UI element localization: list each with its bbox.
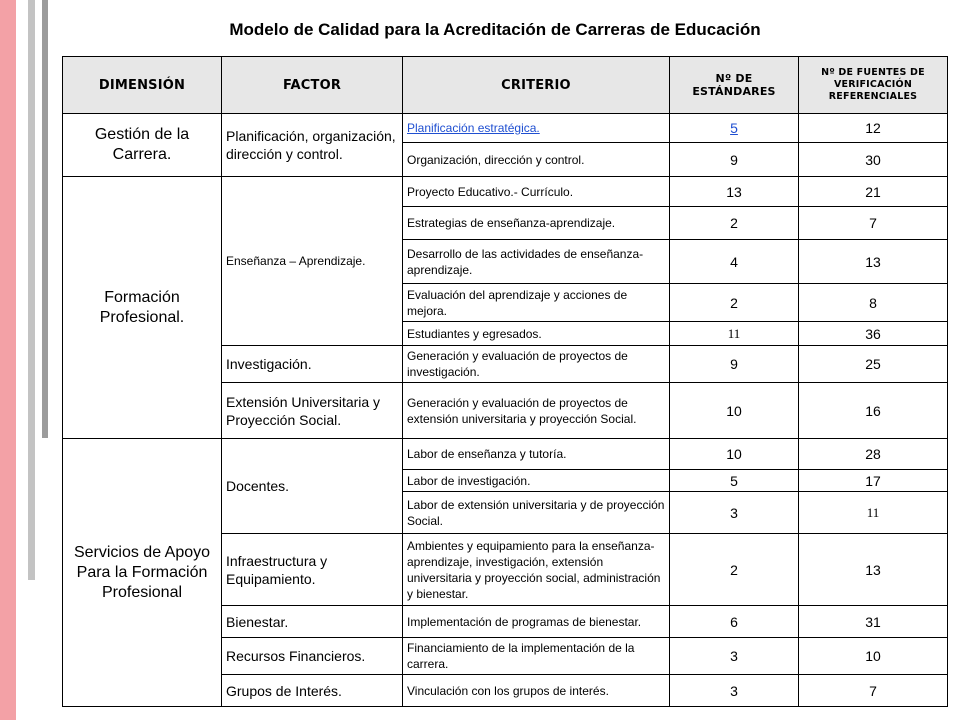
fuentes-cell: 13: [799, 240, 948, 284]
estandares-cell: 4: [670, 240, 799, 284]
factor-investigacion: Investigación.: [222, 346, 403, 383]
fuentes-cell: 31: [799, 606, 948, 638]
criterio-cell: [403, 114, 670, 143]
factor-planificacion: Planificación, organización, dirección y control.: [222, 114, 403, 177]
decorative-pink-bar: [0, 0, 16, 720]
fuentes-cell: 10: [799, 638, 948, 675]
decorative-dark-gray-bar: [42, 0, 48, 438]
fuentes-cell: 28: [799, 439, 948, 470]
table-header-row: [63, 57, 948, 114]
estandares-cell: 10: [670, 439, 799, 470]
criterio-cell: Financiamiento de la implementación de la carrera.: [403, 638, 670, 675]
criterio-link[interactable]: Planificación estratégica.: [407, 121, 540, 135]
criterio-cell: Estrategias de enseñanza-aprendizaje.: [403, 207, 670, 240]
criterio-cell: Estudiantes y egresados.: [403, 322, 670, 346]
estandares-cell: 2: [670, 284, 799, 322]
criterio-cell: Labor de extensión universitaria y de proyección Social.: [403, 492, 670, 534]
estandares-cell: 13: [670, 177, 799, 207]
fuentes-cell: 21: [799, 177, 948, 207]
criterio-cell: Desarrollo de las actividades de enseñanza-aprendizaje.: [403, 240, 670, 284]
criterio-cell: Labor de investigación.: [403, 470, 670, 492]
header-criterio: CRITERIO: [403, 57, 670, 114]
criterio-cell: Vinculación con los grupos de interés.: [403, 675, 670, 707]
criterio-cell: Labor de enseñanza y tutoría.: [403, 439, 670, 470]
criterio-cell: Proyecto Educativo.- Currículo.: [403, 177, 670, 207]
header-fuentes: Nº DE FUENTES DE VERIFICACIÓN REFERENCIALES: [799, 57, 948, 114]
fuentes-cell: 16: [799, 383, 948, 439]
table-row: [63, 439, 948, 470]
factor-extension: Extensión Universitaria y Proyección Social.: [222, 383, 403, 439]
dimension-formacion: Formación Profesional.: [63, 177, 222, 439]
estandares-cell: 10: [670, 383, 799, 439]
fuentes-cell: 8: [799, 284, 948, 322]
factor-infraestructura: Infraestructura y Equipamiento.: [222, 534, 403, 606]
decorative-gray-bar: [28, 0, 35, 580]
criterio-cell: Organización, dirección y control.: [403, 143, 670, 177]
estandares-cell: 3: [670, 675, 799, 707]
header-factor: FACTOR: [222, 57, 403, 114]
factor-docentes: Docentes.: [222, 439, 403, 534]
criterio-cell: Implementación de programas de bienestar.: [403, 606, 670, 638]
estandares-cell: [670, 114, 799, 143]
fuentes-cell: 17: [799, 470, 948, 492]
factor-ensenanza: Enseñanza – Aprendizaje.: [222, 177, 403, 346]
factor-recursos: Recursos Financieros.: [222, 638, 403, 675]
accreditation-table: [62, 56, 948, 707]
estandares-cell: 3: [670, 638, 799, 675]
estandares-link[interactable]: 5: [730, 120, 738, 136]
fuentes-cell: 7: [799, 675, 948, 707]
fuentes-cell: 11: [799, 492, 948, 534]
estandares-cell: 2: [670, 207, 799, 240]
dimension-gestion: Gestión de la Carrera.: [63, 114, 222, 177]
fuentes-cell: 30: [799, 143, 948, 177]
fuentes-cell: 36: [799, 322, 948, 346]
fuentes-cell: 25: [799, 346, 948, 383]
page-title: Modelo de Calidad para la Acreditación de Carreras de Educación: [229, 20, 761, 39]
table-row: [63, 177, 948, 207]
estandares-cell: 9: [670, 346, 799, 383]
criterio-cell: Generación y evaluación de proyectos de extensión universitaria y proyección Social.: [403, 383, 670, 439]
criterio-cell: Evaluación del aprendizaje y acciones de mejora.: [403, 284, 670, 322]
header-dimension: DIMENSIÓN: [63, 57, 222, 114]
factor-grupos: Grupos de Interés.: [222, 675, 403, 707]
estandares-cell: 3: [670, 492, 799, 534]
estandares-cell: 11: [670, 322, 799, 346]
factor-bienestar: Bienestar.: [222, 606, 403, 638]
estandares-cell: 2: [670, 534, 799, 606]
fuentes-cell: 12: [799, 114, 948, 143]
fuentes-cell: 7: [799, 207, 948, 240]
dimension-servicios: Servicios de Apoyo Para la Formación Profesional: [63, 439, 222, 707]
estandares-cell: 9: [670, 143, 799, 177]
criterio-cell: Generación y evaluación de proyectos de investigación.: [403, 346, 670, 383]
estandares-cell: 6: [670, 606, 799, 638]
fuentes-cell: 13: [799, 534, 948, 606]
header-estandares: Nº DE ESTÁNDARES: [670, 57, 799, 114]
estandares-cell: 5: [670, 470, 799, 492]
table-row: [63, 114, 948, 143]
criterio-cell: Ambientes y equipamiento para la enseñanza-aprendizaje, investigación, extensión universitaria y proyección social, administración y bienestar.: [403, 534, 670, 606]
